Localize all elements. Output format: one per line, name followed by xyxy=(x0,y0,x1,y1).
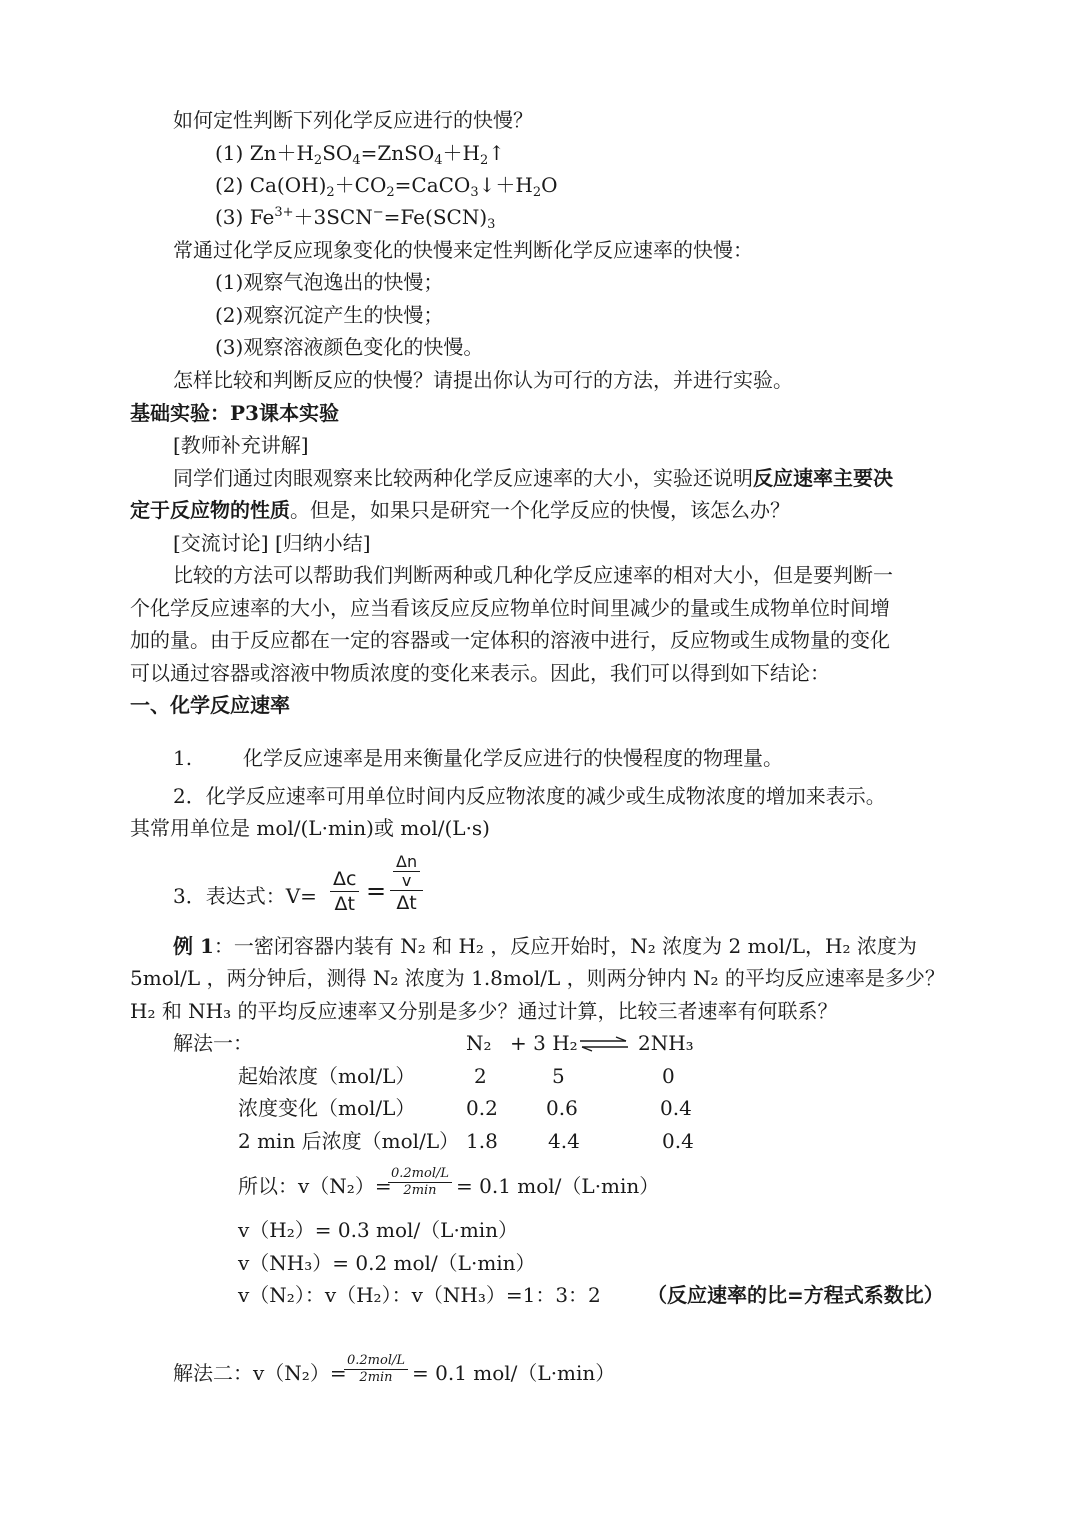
reaction-nh3: 2NH₃ xyxy=(638,1031,694,1055)
paragraph-2-line-4: 可以通过容器或溶液中物质浓度的变化来表示。因此，我们可以得到如下结论： xyxy=(130,661,830,685)
gas-arrow-icon: ↑ xyxy=(488,141,506,165)
dn-v-dt-fraction: $\frac{\Delta n}{v}$ Δt xyxy=(390,853,423,915)
ratio-note: （反应速率的比=方程式系数比） xyxy=(647,1283,944,1307)
rate-nh3: v（NH₃）= 0.2 mol/（L·min） xyxy=(238,1251,536,1275)
point-2: 2．化学反应速率可用单位时间内反应物浓度的减少或生成物浓度的增加来表示。 xyxy=(173,784,886,808)
row-after-label: 2 min 后浓度（mol/L） xyxy=(238,1129,460,1153)
row-after-h2: 4.4 xyxy=(548,1129,580,1153)
rate-ratio: v（N₂）：v（H₂）：v（NH₃）=1：3：2 xyxy=(238,1283,601,1307)
point-1-number: 1. xyxy=(173,746,193,770)
paragraph-1-line-1: 同学们通过肉眼观察来比较两种化学反应速率的大小，实验还说明反应速率主要决 xyxy=(173,466,893,490)
row-initial-n2: 2 xyxy=(474,1064,487,1088)
rate-fraction-2: 0.2mol/L 2min xyxy=(344,1353,408,1386)
how-compare: 怎样比较和判断反应的快慢？请提出你认为可行的方法，并进行实验。 xyxy=(173,368,793,392)
reversible-arrow-icon xyxy=(578,1036,630,1052)
row-initial-h2: 5 xyxy=(552,1064,565,1088)
solution-1-label: 解法一： xyxy=(173,1031,253,1055)
equation-1: (1) $Zn+H_2SO_4=ZnSO_4+H_2↑$ xyxy=(215,141,506,168)
teacher-note: [教师补充讲解] xyxy=(173,433,309,457)
row-change-n2: 0.2 xyxy=(466,1096,498,1120)
example-1-line-3: H₂ 和 NH₃ 的平均反应速率又分别是多少？通过计算，比较三者速率有何联系？ xyxy=(130,999,838,1023)
rate-n2-value: = 0.1 mol/（L·min） xyxy=(456,1174,660,1198)
row-change-nh3: 0.4 xyxy=(660,1096,692,1120)
so-label: 所以：v（N₂）= xyxy=(238,1174,392,1198)
equation-2: (2) $Ca(OH)_2+CO_2=CaCO_3↓+H_2O$ xyxy=(215,173,558,200)
solution-2-rate: = 0.1 mol/（L·min） xyxy=(412,1361,616,1385)
row-initial-label: 起始浓度（mol/L） xyxy=(238,1064,416,1088)
method-intro: 常通过化学反应现象变化的快慢来定性判断化学反应速率的快慢： xyxy=(173,238,753,262)
reaction-h2: + 3 H₂ xyxy=(510,1031,578,1055)
paragraph-2-line-2: 个化学反应速率的大小，应当看该反应反应物单位时间里减少的量或生成物单位时间增 xyxy=(130,596,890,620)
method-3: (3)观察溶液颜色变化的快慢。 xyxy=(215,335,484,359)
point-2-units: 其常用单位是 mol/(L·min)或 mol/(L·s) xyxy=(130,816,490,840)
row-after-nh3: 0.4 xyxy=(662,1129,694,1153)
paragraph-1-line-2: 定于反应物的性质。但是，如果只是研究一个化学反应的快慢，该怎么办？ xyxy=(130,498,790,522)
row-change-label: 浓度变化（mol/L） xyxy=(238,1096,416,1120)
equation-3: (3) $Fe^{3+}+3SCN^-=Fe(SCN)_3$ xyxy=(215,205,496,232)
point-3-label: 3．表达式：V= xyxy=(173,884,317,908)
point-1: 化学反应速率是用来衡量化学反应进行的快慢程度的物理量。 xyxy=(243,746,783,770)
question-title: 如何定性判断下列化学反应进行的快慢？ xyxy=(173,108,533,132)
section-heading: 一、化学反应速率 xyxy=(130,693,290,717)
basic-experiment-heading: 基础实验：P3课本实验 xyxy=(130,401,339,425)
example-1-line-2: 5mol/L ，两分钟后，测得 N₂ 浓度为 1.8mol/L ，则两分钟内 N₂ 的平均反应速率是多少？ xyxy=(130,966,945,990)
paragraph-2-line-3: 加的量。由于反应都在一定的容器或一定体积的溶液中进行，反应物或生成物量的变化 xyxy=(130,628,890,652)
equals-sign: = xyxy=(366,877,387,905)
dc-dt-fraction: $\frac{\Delta c}{\Delta t}$ xyxy=(330,867,359,916)
solution-2-label: 解法二：v（N₂）= xyxy=(173,1361,347,1385)
method-2: (2)观察沉淀产生的快慢； xyxy=(215,303,444,327)
rate-fraction-1: 0.2mol/L 2min xyxy=(388,1166,452,1199)
precipitate-arrow-icon: ↓ xyxy=(478,173,496,197)
discussion-note: [交流讨论] [归纳小结] xyxy=(173,531,371,555)
rate-h2: v（H₂）= 0.3 mol/（L·min） xyxy=(238,1218,519,1242)
example-1-line-1: 例 1：一密闭容器内装有 N₂ 和 H₂ ，反应开始时，N₂ 浓度为 2 mol/L，H₂ 浓度为 xyxy=(173,934,917,958)
paragraph-2-line-1: 比较的方法可以帮助我们判断两种或几种化学反应速率的相对大小，但是要判断一 xyxy=(173,563,893,587)
method-1: (1)观察气泡逸出的快慢； xyxy=(215,270,444,294)
dn-over-v: $\frac{\Delta n}{v}$ xyxy=(393,853,420,890)
row-initial-nh3: 0 xyxy=(662,1064,675,1088)
reaction-n2: N₂ xyxy=(466,1031,492,1055)
row-after-n2: 1.8 xyxy=(466,1129,498,1153)
row-change-h2: 0.6 xyxy=(546,1096,578,1120)
